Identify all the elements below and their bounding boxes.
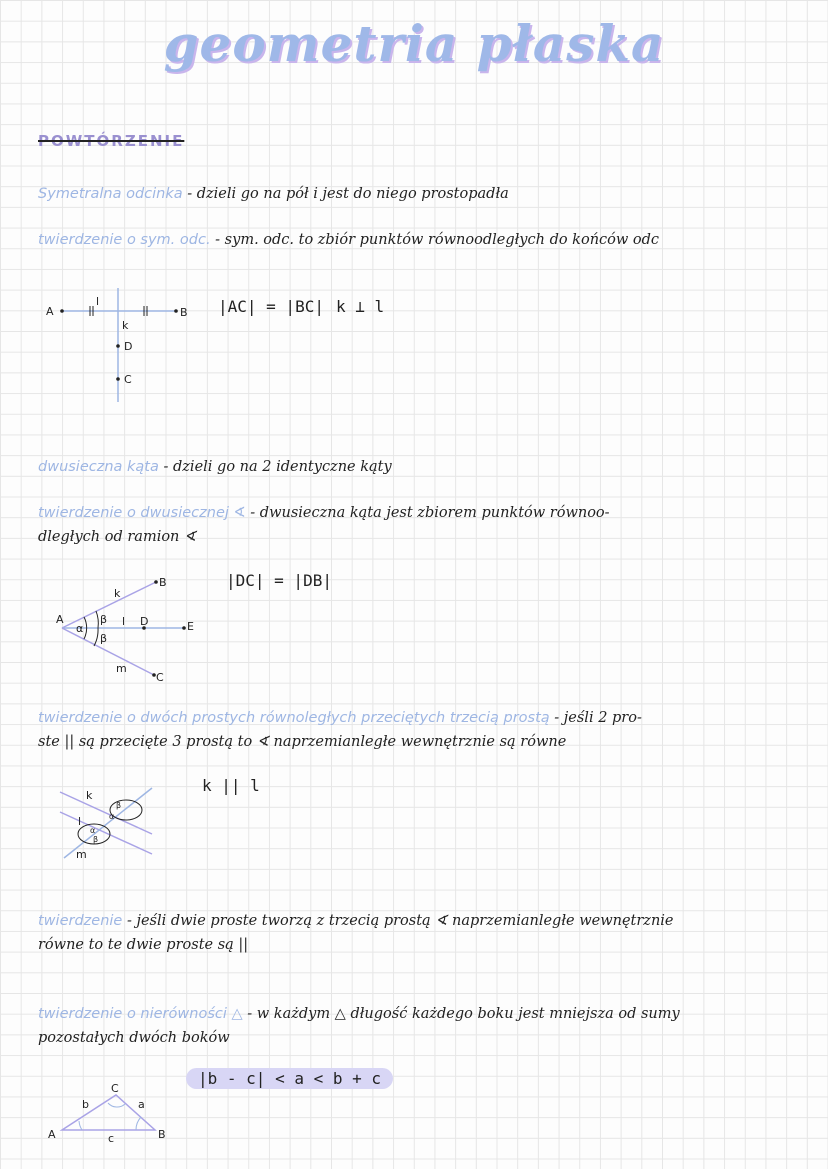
theorem-parallel-lines (38, 706, 798, 754)
parallel-relation: k || l (202, 776, 260, 795)
definition-perpendicular-bisector (38, 182, 798, 206)
theorem-text-continued: równe to te dwie proste są || (38, 937, 249, 953)
theorem-text: - jeśli dwie proste tworzą z trzecią prostą ∢ naprzemianległe wewnętrznie (122, 913, 674, 929)
page-title: geometria płaska (163, 14, 665, 73)
section-heading: POWTÓRZENIE (38, 132, 185, 150)
bisector-equal-distance-formula: |DC| = |DB| (226, 571, 332, 590)
theorem-text: - w każdym △ długość każdego boku jest mniejsza od sumy (242, 1006, 680, 1022)
side-a-label: a (138, 1098, 145, 1111)
vertex-b-label: B (158, 1128, 166, 1141)
figure-perpendicular-bisector (36, 284, 216, 408)
term-label: dwusieczna kąta (38, 459, 159, 475)
theorem-text-continued: dległych od ramion ∢ (38, 529, 197, 545)
point-d-label: D (140, 615, 149, 628)
equal-segments-formula: |AC| = |BC| (218, 297, 324, 316)
line-l-label: l (96, 295, 100, 308)
angle-beta-upper-label: β (116, 801, 122, 810)
point-d-label: D (124, 340, 133, 353)
term-label: twierdzenie o nierówności △ (38, 1006, 243, 1022)
line-k-label: k (122, 319, 129, 332)
definition-angle-bisector (38, 455, 798, 479)
theorem-perpendicular-bisector (38, 228, 798, 252)
point-a-label: A (46, 305, 54, 318)
term-label: Symetralna odcinka (38, 186, 183, 202)
term-label: twierdzenie o dwusiecznej ∢ (38, 505, 246, 521)
line-k-label: k (86, 789, 93, 802)
triangle-inequality-formula: |b - c| < a < b + c (186, 1068, 393, 1089)
figure-triangle (40, 1080, 180, 1150)
angle-alpha-lower-label: α (90, 826, 96, 835)
theorem-text-continued: pozostałych dwóch boków (38, 1030, 230, 1046)
figure-angle-bisector (50, 570, 210, 690)
theorem-text: - dwusieczna kąta jest zbiorem punktów równoo- (245, 505, 610, 521)
angle-beta-lower-label: β (93, 835, 99, 844)
definition-text: - dzieli go na 2 identyczne kąty (158, 459, 392, 475)
term-label: twierdzenie o sym. odc. (38, 232, 211, 248)
point-e-label: E (187, 620, 194, 633)
point-a-label: A (56, 613, 64, 626)
side-b-label: b (82, 1098, 89, 1111)
side-c-label: c (108, 1132, 115, 1145)
angle-alpha-label: α (76, 622, 84, 635)
ray-l-label: l (122, 615, 126, 628)
vertex-c-label: C (111, 1082, 119, 1095)
perpendicular-formula: k ⊥ l (336, 297, 385, 316)
ray-m-label: m (116, 662, 127, 675)
point-c-label: C (156, 671, 164, 684)
point-b-label: B (159, 576, 167, 589)
ray-k-label: k (114, 587, 121, 600)
line-m-label: m (76, 848, 87, 861)
angle-alpha-upper-label: α (109, 812, 115, 821)
theorem-angle-bisector (38, 501, 798, 549)
theorem-text: - sym. odc. to zbiór punktów równoodległych do końców odc (210, 232, 660, 248)
term-label: twierdzenie (38, 913, 123, 929)
point-b-label: B (180, 306, 188, 319)
line-l-label: l (78, 815, 82, 828)
term-label: twierdzenie o dwóch prostych równoległych przeciętych trzecią prostą (38, 710, 550, 726)
angle-beta-upper-label: β (100, 613, 108, 626)
angle-beta-lower-label: β (100, 632, 108, 645)
point-c-label: C (124, 373, 132, 386)
figure-parallel-lines (56, 782, 166, 866)
vertex-a-label: A (48, 1128, 56, 1141)
definition-text: - dzieli go na pół i jest do niego prostopadła (182, 186, 509, 202)
theorem-text: - jeśli 2 pro- (549, 710, 642, 726)
theorem-converse-parallel (38, 909, 798, 957)
theorem-text-continued: ste || są przecięte 3 prostą to ∢ naprzemianległe wewnętrznie są równe (38, 734, 567, 750)
theorem-triangle-inequality (38, 1002, 798, 1050)
